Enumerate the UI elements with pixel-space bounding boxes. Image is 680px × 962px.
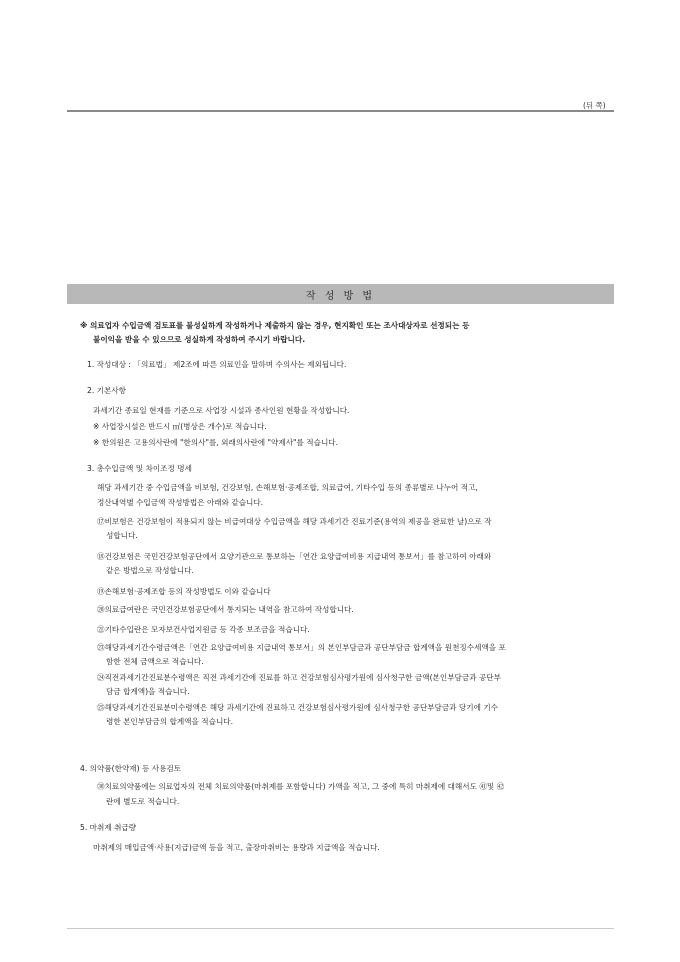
section-2-line-1: 과세기간 종료일 현재를 기준으로 사업장 시설과 종사인원 현황을 작성합니다.	[93, 406, 350, 415]
item-20: ⑳의료급여란은 국민건강보험공단에서 통지되는 내역을 참고하여 작성합니다.	[97, 605, 354, 614]
item-23-line-2: 함한 전체 금액으로 적습니다.	[106, 657, 204, 666]
item-19: ⑲손해보험·공제조합 등의 작성방법도 이와 같습니다	[97, 587, 271, 596]
section-1-text: 1. 작성대상 : 「의료법」 제2조에 따른 의료인을 말하며 수의사는 제외됩니다.	[87, 360, 347, 369]
item-24-line-2: 담금 합계액)을 적습니다.	[106, 687, 190, 696]
item-23-line-1: ㉓해당과세기간수령금액은「연간 요양급여비용 지급내역 통보서」의 본인부담금과 공단부담금 합계액을 원천징수세액을 포	[97, 643, 506, 652]
item-17-line-2: 성합니다.	[106, 531, 138, 540]
section-3-heading: 3. 총수입금액 및 차이조정 명세	[87, 464, 192, 473]
item-24-line-1: ㉔직전과세기간진료분수령액은 직전 과세기간에 진료를 하고 건강보험심사평가원에 심사청구한 금액(본인부담금과 공단부	[97, 673, 501, 682]
notice-line-1: ※ 의료업자 수입금액 검토표를 불성실하게 작성하거나 제출하지 않는 경우, 현지확인 또는 조사대상자로 선정되는 등	[80, 321, 470, 330]
section-2-line-2: ※ 사업장시설은 반드시 ㎡(병상은 개수)로 적습니다.	[93, 422, 267, 431]
item-25-line-1: ㉕해당과세기간진료분미수령액은 해당 과세기간에 진료하고 건강보험심사평가원에 심사청구한 공단부담금과 당기에 기수	[97, 703, 499, 712]
section-5-heading: 5. 마취제 취급량	[80, 823, 137, 832]
item-18-line-2: 같은 방법으로 작성합니다.	[106, 566, 194, 575]
section-title-bar	[67, 284, 614, 304]
item-18-line-1: ⑱건강보험은 국민건강보험공단에서 요양기관으로 통보하는「연간 요양급여비용 지급내역 통보서」를 참고하여 아래와	[97, 552, 492, 561]
item-30-line-2: 란에 별도로 적습니다.	[106, 797, 180, 806]
item-25-line-2: 령한 본인부담금의 합계액을 적습니다.	[106, 717, 234, 726]
bottom-divider	[67, 928, 614, 929]
item-17-line-1: ⑰비보험은 건강보험이 적용되지 않는 비급여대상 수입금액을 해당 과세기간 진료기준(용역의 제공을 완료한 날)으로 작	[97, 517, 492, 526]
section-2-heading: 2. 기본사항	[87, 386, 127, 395]
item-30-line-1: ㉚치료의약품에는 의료업자의 전체 치료의약품(마취제를 포함합니다) 가액을 적고, 그 중에 특히 마취제에 대해서도 ㊶및 ㊷	[97, 782, 505, 791]
section-3-para-1: 해당 과세기간 중 수입금액을 비보험, 건강보험, 손해보험·공제조합, 의료급여, 기타수입 등의 종류별로 나누어 적고,	[97, 483, 478, 492]
section-3-para-2: 정산내역별 수입금액 작성방법은 아래와 같습니다.	[97, 498, 264, 507]
section-title: 작 성 방 법	[305, 290, 376, 302]
notice-line-2: 불이익을 받을 수 있으므로 성실하게 작성하여 주시기 바랍니다.	[93, 335, 306, 344]
section-2-line-3: ※ 한의원은 고용의사란에 "한의사"를, 외래의사란에 "약제사"를 적습니다.	[93, 438, 339, 447]
item-21: ㉑기타수입란은 모자보건사업지원금 등 각종 보조금을 적습니다.	[97, 625, 310, 634]
section-5-line-1: 마취제의 매입금액·사용(지급)금액 등을 적고, 출장마취비는 용량과 지급액을 적습니다.	[93, 843, 380, 852]
section-4-heading: 4. 의약품(한약재) 등 사용검토	[80, 764, 182, 773]
page-side-label: (뒤 쪽)	[583, 101, 606, 110]
top-divider	[67, 110, 614, 112]
